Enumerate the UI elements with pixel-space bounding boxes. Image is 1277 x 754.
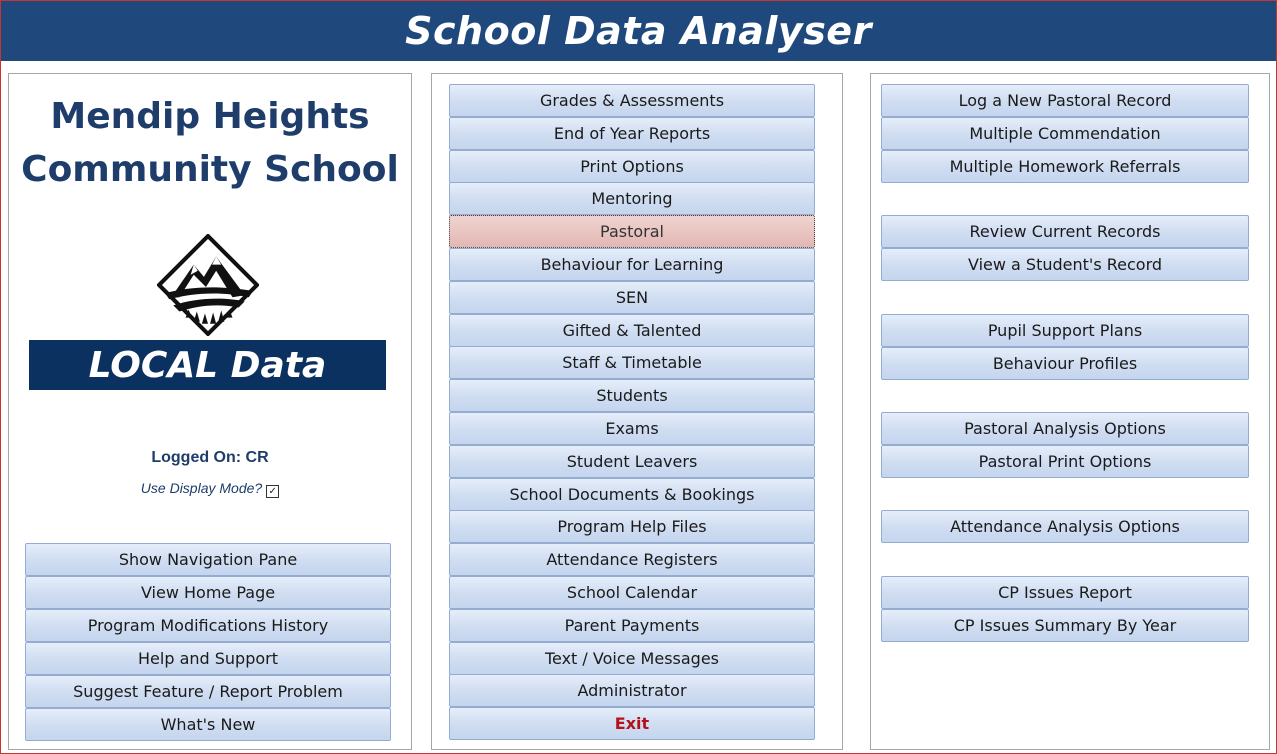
- pastoral-menu-panel: [870, 73, 1270, 750]
- button-label: View a Student's Record: [967, 255, 1163, 274]
- log-a-new-pastoral-record-button[interactable]: [881, 84, 1249, 117]
- what-s-new-button[interactable]: [25, 708, 391, 741]
- behaviour-for-learning-button[interactable]: [449, 248, 815, 281]
- school-name-line2: Community School: [21, 149, 399, 190]
- data-mode-label: LOCAL Data: [88, 344, 327, 386]
- button-label: Help and Support: [138, 648, 278, 668]
- school-documents-and-bookings-button[interactable]: [449, 478, 815, 511]
- pastoral-print-options-button[interactable]: [881, 445, 1249, 478]
- app-title-bar: [1, 1, 1276, 61]
- print-options-button[interactable]: [449, 150, 815, 183]
- button-label: CP Issues Report: [998, 583, 1132, 602]
- button-label: Suggest Feature / Report Problem: [73, 681, 343, 701]
- school-calendar-button[interactable]: [449, 576, 815, 609]
- administrator-button[interactable]: [449, 674, 815, 707]
- button-label: View Home Page: [140, 582, 276, 602]
- sen-button[interactable]: [449, 281, 815, 314]
- button-label: Program Help Files: [557, 517, 707, 537]
- pastoral-button[interactable]: [449, 215, 815, 248]
- multiple-homework-referrals-button[interactable]: [881, 150, 1249, 183]
- button-label: Administrator: [577, 681, 687, 701]
- button-label: Gifted & Talented: [562, 320, 702, 340]
- button-label: Pastoral Print Options: [978, 452, 1152, 471]
- button-label: Pastoral Analysis Options: [964, 419, 1166, 438]
- button-label: Mentoring: [591, 189, 673, 209]
- button-label: School Calendar: [566, 583, 698, 602]
- end-of-year-reports-button[interactable]: [449, 117, 815, 150]
- button-label: Program Modifications History: [87, 615, 329, 635]
- button-label: SEN: [615, 287, 649, 307]
- button-label: Parent Payments: [564, 615, 700, 635]
- view-a-student-s-record-button[interactable]: [881, 248, 1249, 281]
- show-navigation-pane-button[interactable]: [25, 543, 391, 576]
- data-mode-banner: [29, 340, 386, 390]
- exit-button[interactable]: [449, 707, 815, 740]
- behaviour-profiles-button[interactable]: [881, 347, 1249, 380]
- button-label: Review Current Records: [969, 222, 1161, 241]
- school-name: [9, 90, 411, 196]
- exams-button[interactable]: [449, 412, 815, 445]
- button-label: Pastoral: [600, 222, 664, 242]
- attendance-analysis-options-button[interactable]: [881, 510, 1249, 543]
- button-label: Text / Voice Messages: [544, 648, 720, 668]
- program-modifications-history-button[interactable]: [25, 609, 391, 642]
- button-label: Student Leavers: [566, 451, 698, 471]
- button-label: Attendance Registers: [546, 550, 718, 570]
- button-label: CP Issues Summary By Year: [953, 616, 1177, 635]
- logged-on-label: Logged On: CR: [151, 449, 269, 466]
- button-label: End of Year Reports: [553, 123, 711, 143]
- display-mode-label: Use Display Mode?: [140, 480, 263, 496]
- help-and-support-button[interactable]: [25, 642, 391, 675]
- button-label: Students: [596, 386, 668, 406]
- pupil-support-plans-button[interactable]: [881, 314, 1249, 347]
- staff-and-timetable-button[interactable]: [449, 346, 815, 379]
- cp-issues-summary-by-year-button[interactable]: [881, 609, 1249, 642]
- button-label: Grades & Assessments: [539, 91, 725, 110]
- button-label: Multiple Homework Referrals: [949, 157, 1181, 176]
- button-label: School Documents & Bookings: [509, 484, 755, 504]
- button-label: Log a New Pastoral Record: [958, 91, 1172, 110]
- button-label: Multiple Commendation: [969, 124, 1161, 143]
- button-label: Print Options: [580, 156, 684, 176]
- button-label: Pupil Support Plans: [987, 321, 1143, 340]
- students-button[interactable]: [449, 379, 815, 412]
- pastoral-analysis-options-button[interactable]: [881, 412, 1249, 445]
- mountain-logo-icon: [157, 234, 259, 336]
- button-label: Attendance Analysis Options: [950, 517, 1180, 536]
- multiple-commendation-button[interactable]: [881, 117, 1249, 150]
- button-label: Exit: [614, 714, 650, 734]
- view-home-page-button[interactable]: [25, 576, 391, 609]
- school-info-panel: [8, 73, 412, 750]
- gifted-and-talented-button[interactable]: [449, 314, 815, 347]
- main-menu-panel: [431, 73, 843, 750]
- student-leavers-button[interactable]: [449, 445, 815, 478]
- school-name-line1: Mendip Heights: [50, 96, 370, 137]
- attendance-registers-button[interactable]: [449, 543, 815, 576]
- suggest-feature-report-problem-button[interactable]: [25, 675, 391, 708]
- display-mode-checkbox[interactable]: ✓: [266, 485, 279, 498]
- review-current-records-button[interactable]: [881, 215, 1249, 248]
- button-label: Behaviour Profiles: [992, 354, 1138, 373]
- button-label: Behaviour for Learning: [540, 255, 724, 274]
- display-mode-row: [9, 480, 411, 498]
- app-title: School Data Analyser: [405, 9, 872, 53]
- cp-issues-report-button[interactable]: [881, 576, 1249, 609]
- mentoring-button[interactable]: [449, 182, 815, 215]
- grades-and-assessments-button[interactable]: [449, 84, 815, 117]
- button-label: Show Navigation Pane: [118, 550, 298, 569]
- text-voice-messages-button[interactable]: [449, 642, 815, 675]
- parent-payments-button[interactable]: [449, 609, 815, 642]
- button-label: Staff & Timetable: [562, 353, 702, 373]
- program-help-files-button[interactable]: [449, 510, 815, 543]
- button-label: Exams: [605, 419, 659, 438]
- button-label: What's New: [160, 714, 256, 734]
